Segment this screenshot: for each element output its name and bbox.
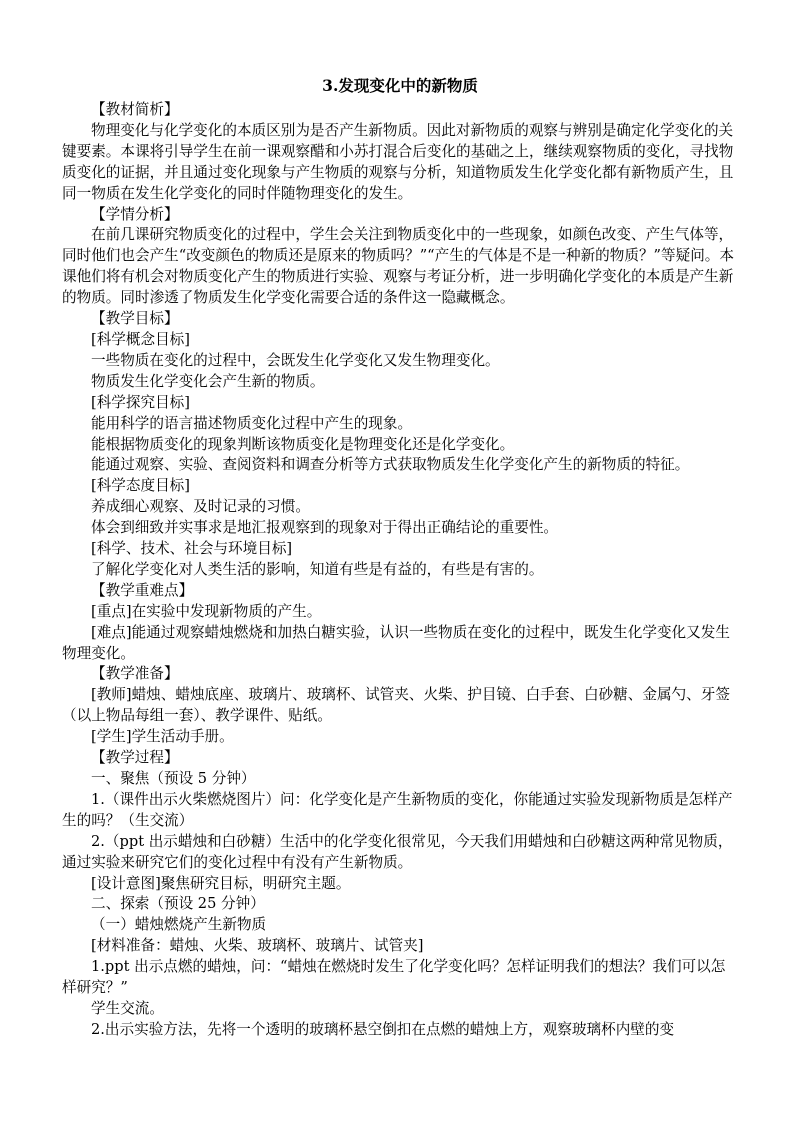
section-heading: 【学情分析】 [91,205,179,223]
paragraph: [教师]蜡烛、蜡烛底座、玻璃片、玻璃杯、试管夹、火柴、护目镜、白手套、白砂糖、金属勺、牙签（以上物品每组一套）、教学课件、贴纸。 [62,686,730,725]
document-body [62,100,738,1041]
subsection-heading: [科学态度目标] [91,477,190,495]
document-page [62,72,738,1041]
paragraph: 体会到细致并实事求是地汇报观察到的现象对于得出正确结论的重要性。 [91,519,559,537]
paragraph: 物质发生化学变化会产生新的物质。 [91,372,325,390]
section-heading: 【教学目标】 [91,310,179,328]
paragraph: [重点]在实验中发现新物质的产生。 [91,602,322,620]
paragraph: （一）蜡烛燃烧产生新物质 [91,916,267,934]
paragraph: 二、探索（预设 25 分钟） [91,895,265,913]
paragraph: 学生交流。 [91,999,164,1017]
paragraph: [学生]学生活动手册。 [91,728,234,746]
paragraph: 2.出示实验方法，先将一个透明的玻璃杯悬空倒扣在点燃的蜡烛上方，观察玻璃杯内壁的变 [91,1020,675,1038]
document-title: 3.发现变化中的新物质 [322,76,478,95]
section-heading: 【教学重难点】 [91,581,194,599]
paragraph: 能通过观察、实验、查阅资料和调查分析等方式获取物质发生化学变化产生的新物质的特征。 [91,456,690,474]
subsection-heading: [科学、技术、社会与环境目标] [91,540,293,558]
subsection-heading: [科学概念目标] [91,330,190,348]
paragraph: 一、聚焦（预设 5 分钟） [91,770,256,787]
paragraph: [难点]能通过观察蜡烛燃烧和加热白糖实验，认识一些物质在变化的过程中，既发生化学变化又发生物理变化。 [62,623,730,662]
paragraph: 能用科学的语言描述物质变化过程中产生的现象。 [91,414,413,432]
section-heading: 【教学准备】 [91,665,179,683]
paragraph: 养成细心观察、及时记录的习惯。 [91,498,310,516]
paragraph: 1.（课件出示火柴燃烧图片）问：化学变化是产生新物质的变化，你能通过实验发现新物质是怎样产生的吗？（生交流） [62,790,733,829]
paragraph: 能根据物质变化的现象判断该物质变化是物理变化还是化学变化。 [91,435,515,453]
paragraph: 物理变化与化学变化的本质区别为是否产生新物质。因此对新物质的观察与辨别是确定化学变化的关键要素。本课将引导学生在前一课观察醋和小苏打混合后变化的基础之上，继续观察物质的变化，寻找物质变化的证据，并且通过变化现象与产生物质的观察与分析，知道物质发生化学变化都有新物质产生，且同一物质在发生化学变化的同时伴随物理变化的发生。 [62,121,734,202]
paragraph: 2.（ppt 出示蜡烛和白砂糖）生活中的化学变化很常见，今天我们用蜡烛和白砂糖这两种常见物质，通过实验来研究它们的变化过程中有没有产生新物质。 [62,832,733,871]
section-heading: 【教材简析】 [91,101,179,118]
paragraph: 了解化学变化对人类生活的影响，知道有些是有益的，有些是有害的。 [91,560,544,578]
paragraph: 在前几课研究物质变化的过程中，学生会关注到物质变化中的一些现象，如颜色改变、产生气体等，同时他们也会产生“改变颜色的物质还是原来的物质吗？”“产生的气体是不是一种新的物质？”等疑问。本课他们将有机会对物质变化产生的物质进行实验、观察与考证分析，进一步明确化学变化的本质是产生新的物质。同时渗透了物质发生化学变化需要合适的条件这一隐藏概念。 [62,226,734,307]
paragraph: 1.ppt 出示点燃的蜡烛，问：“蜡烛在燃烧时发生了化学变化吗？怎样证明我们的想法？我们可以怎样研究？” [62,958,726,997]
paragraph: [材料准备：蜡烛、火柴、玻璃杯、玻璃片、试管夹] [91,937,424,955]
section-heading: 【教学过程】 [91,749,179,767]
paragraph: 一些物质在变化的过程中，会既发生化学变化又发生物理变化。 [91,351,500,369]
subsection-heading: [科学探究目标] [91,393,190,411]
paragraph: [设计意图]聚焦研究目标，明研究主题。 [91,874,351,892]
